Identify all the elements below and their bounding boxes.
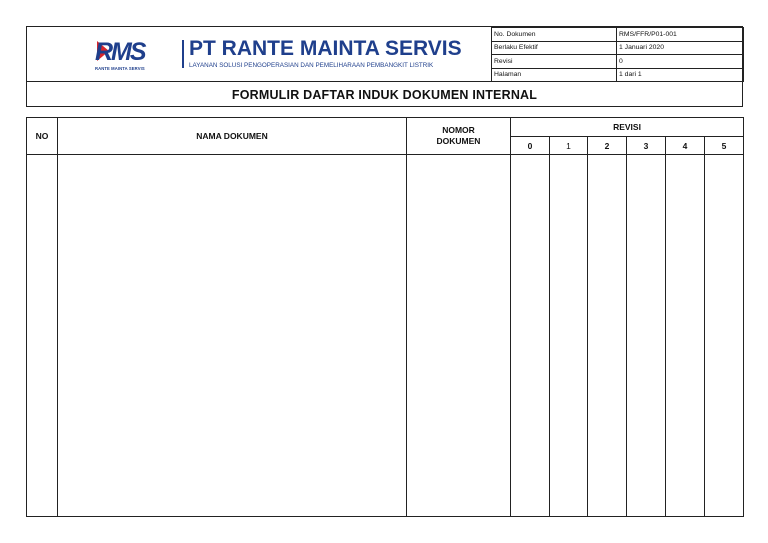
cell-revisi-5 (705, 155, 744, 517)
meta-row (492, 68, 744, 82)
cell-revisi-0 (511, 155, 550, 517)
meta-label: Berlaku Efektif (492, 41, 617, 55)
logo-divider (182, 40, 184, 68)
revisi-col-3: 3 (627, 137, 666, 155)
meta-value: 1 Januari 2020 (617, 41, 744, 55)
table-body-row (27, 155, 744, 517)
cell-revisi-3 (627, 155, 666, 517)
cell-nomor-dokumen (407, 155, 511, 517)
meta-label: No. Dokumen (492, 28, 617, 42)
form-title: FORMULIR DAFTAR INDUK DOKUMEN INTERNAL (27, 81, 742, 107)
meta-row (492, 41, 744, 55)
revisi-col-1: 1 (550, 137, 588, 155)
meta-row (492, 55, 744, 69)
company-tagline: LAYANAN SOLUSI PENGOPERASIAN DAN PEMELIHARAAN PEMBANGKIT LISTRIK (189, 62, 434, 69)
logo-letters: RMS (95, 38, 145, 66)
document-register-table (26, 117, 744, 517)
cell-revisi-4 (666, 155, 705, 517)
meta-label: Revisi (492, 55, 617, 69)
meta-value: RMS/FFR/P01-001 (617, 28, 744, 42)
meta-value: 1 dari 1 (617, 68, 744, 82)
revisi-col-5: 5 (705, 137, 744, 155)
revisi-col-0: 0 (511, 137, 550, 155)
meta-row (492, 28, 744, 42)
col-header-no: NO (27, 118, 58, 155)
col-header-revisi: REVISI (511, 118, 744, 137)
document-meta-table (491, 27, 744, 82)
logo-subtext: RANTE MAINTA SERVIS (95, 66, 145, 71)
cell-no (27, 155, 58, 517)
logo-area (27, 27, 491, 81)
revisi-col-4: 4 (666, 137, 705, 155)
cell-revisi-2 (588, 155, 627, 517)
company-name: PT RANTE MAINTA SERVIS (189, 37, 462, 60)
cell-nama-dokumen (58, 155, 407, 517)
cell-revisi-1 (550, 155, 588, 517)
meta-label: Halaman (492, 68, 617, 82)
col-header-nomor-dokumen: NOMOR DOKUMEN (407, 118, 511, 155)
table-header-row (27, 118, 744, 137)
company-logo (95, 39, 179, 71)
col-header-nama-dokumen: NAMA DOKUMEN (58, 118, 407, 155)
revisi-col-2: 2 (588, 137, 627, 155)
document-header (26, 26, 743, 107)
meta-value: 0 (617, 55, 744, 69)
